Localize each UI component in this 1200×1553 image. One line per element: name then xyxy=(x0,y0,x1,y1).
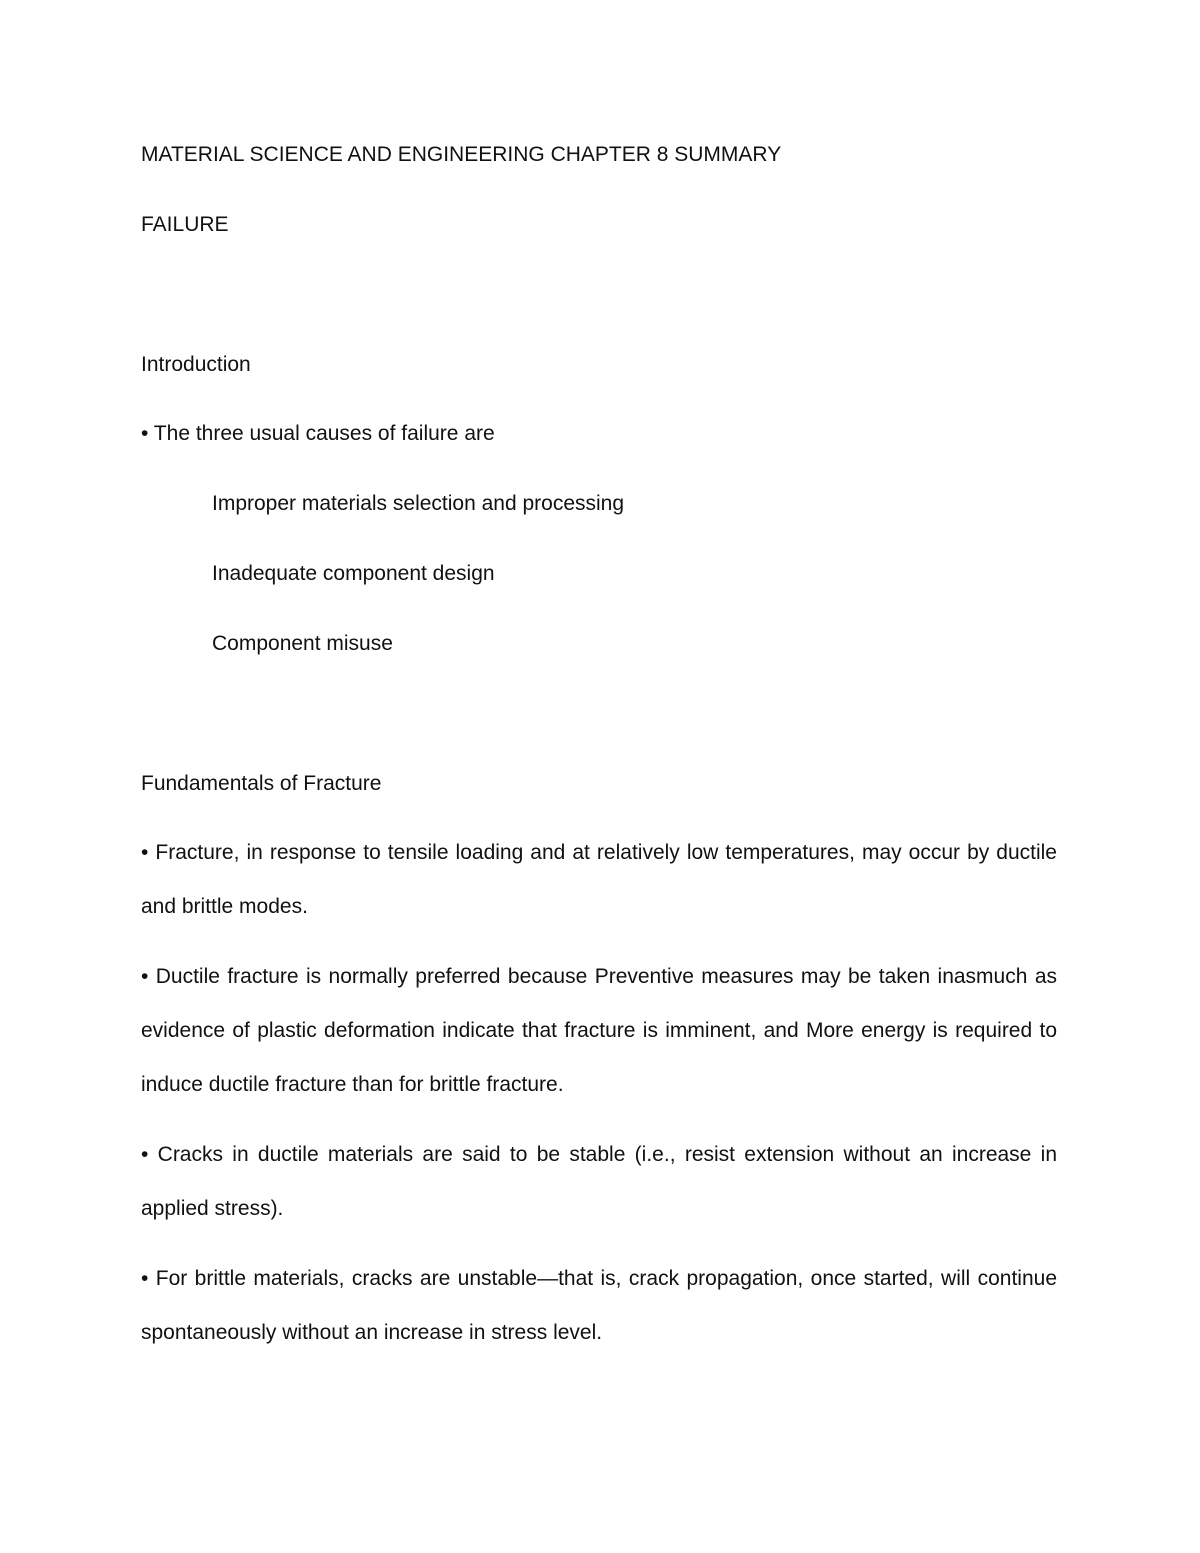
ductile-paragraph: • Ductile fracture is normally preferred because Preventive measures may be taken inasmuch as evidence of plastic deformation indicate that fracture is imminent, and More energy is required to induce ductile fracture than for brittle fracture. xyxy=(141,965,1057,1096)
brittle-paragraph: • For brittle materials, cracks are unstable—that is, crack propagation, once started, will continue spontaneously without an increase in stress level. xyxy=(141,1267,1057,1344)
cause-item: Inadequate component design xyxy=(212,562,495,585)
introduction-heading: Introduction xyxy=(141,353,251,376)
fundamentals-heading: Fundamentals of Fracture xyxy=(141,772,382,795)
cause-item: Improper materials selection and processing xyxy=(212,492,625,515)
cause-item: Component misuse xyxy=(212,632,393,655)
cracks-ductile-paragraph: • Cracks in ductile materials are said to be stable (i.e., resist extension without an increase in applied stress). xyxy=(141,1143,1057,1220)
introduction-bullet: • The three usual causes of failure are xyxy=(141,422,495,445)
document-title: MATERIAL SCIENCE AND ENGINEERING CHAPTER 8 SUMMARY xyxy=(141,143,782,166)
fracture-paragraph: • Fracture, in response to tensile loading and at relatively low temperatures, may occur by ductile and brittle modes. xyxy=(141,841,1057,918)
document-subtitle: FAILURE xyxy=(141,213,229,236)
